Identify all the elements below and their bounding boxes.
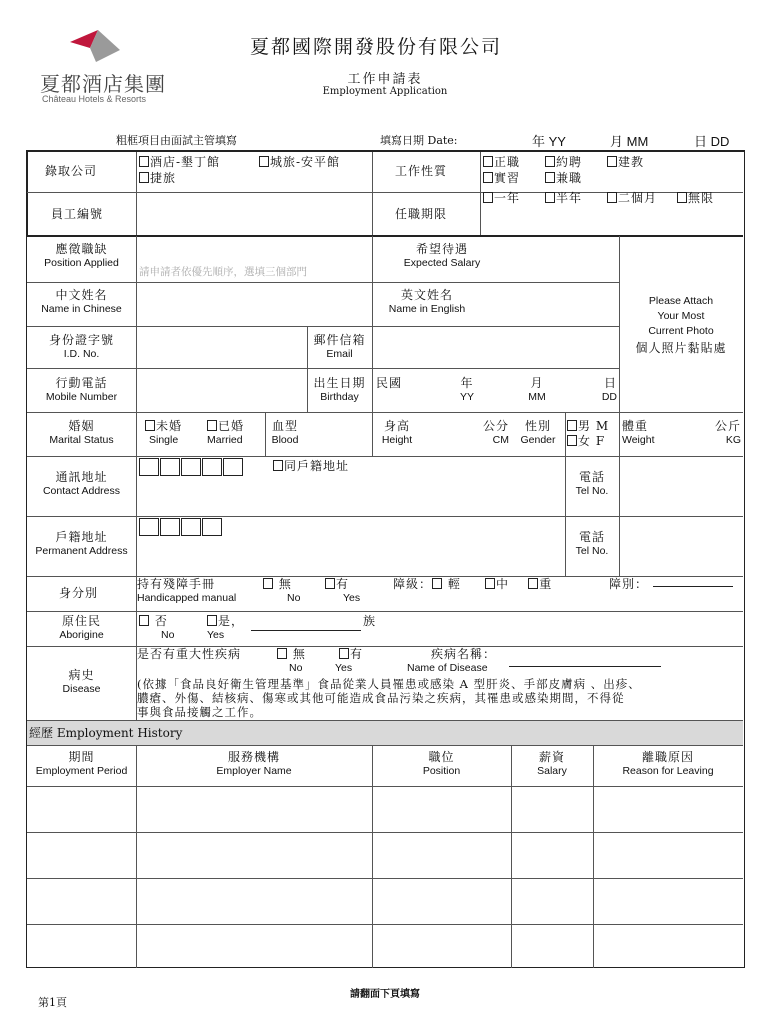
contact-zip-boxes[interactable] <box>139 458 244 476</box>
table-row[interactable] <box>27 925 743 968</box>
option-single[interactable]: 未婚 Single <box>145 419 182 447</box>
option-intern[interactable]: 實習 <box>483 171 520 186</box>
logo-mark-icon <box>68 28 128 64</box>
handicap-level[interactable]: 障級： 輕 中 重 <box>393 577 553 591</box>
date-year[interactable]: 年 YY <box>532 134 566 149</box>
interviewer-note: 粗框項目由面試主管填寫 <box>116 134 237 147</box>
birth-era: 民國 <box>376 376 403 390</box>
height-unit: 公分 CM <box>482 419 509 446</box>
aborigine-no[interactable]: 否 No <box>139 614 174 642</box>
email-label: 郵件信箱 Email <box>313 333 366 360</box>
col-salary: 薪資 Salary <box>537 750 567 777</box>
gender-label: 性別 Gender <box>520 419 556 446</box>
option-anping[interactable]: 城旅-安平館 <box>259 155 340 170</box>
same-as-permanent[interactable]: 同戶籍地址 <box>273 459 349 474</box>
gender-options[interactable]: 男 M 女 F <box>567 419 609 449</box>
aborigine-yes[interactable]: 是， Yes <box>207 614 245 641</box>
aborigine-label: 原住民 Aborigine <box>59 614 104 641</box>
permanent-tel-label: 電話 Tel No. <box>575 530 609 557</box>
option-half-year[interactable]: 半年 <box>545 191 582 206</box>
marital-label: 婚姻 Marital Status <box>49 419 114 446</box>
option-kenting[interactable]: 酒店-墾丁館 <box>139 155 220 170</box>
checkbox[interactable] <box>139 172 149 183</box>
table-row[interactable] <box>27 879 743 924</box>
option-contract[interactable]: 約聘 <box>545 155 582 170</box>
disease-name-line[interactable] <box>509 666 661 667</box>
option-one-year[interactable]: 一年 <box>483 191 520 206</box>
handicap-label: 持有殘障手冊 Handicapped manual <box>137 577 237 604</box>
position-label: 應徵職缺 Position Applied <box>44 242 119 269</box>
history-section-title: 經歷 Employment History <box>29 726 183 740</box>
logo-name-cn: 夏都酒店集團 <box>40 72 166 96</box>
application-form <box>26 150 745 968</box>
col-position: 職位 Position <box>422 750 461 777</box>
table-row[interactable] <box>27 787 743 832</box>
handicap-type-line[interactable] <box>653 586 733 587</box>
form-subtitle: Employment Application <box>322 86 448 97</box>
photo-area[interactable]: Please Attach Your Most Current Photo 個人照片黏貼處 <box>635 295 727 355</box>
page-number: 第1頁 <box>38 996 67 1009</box>
name-english-label: 英文姓名 Name in English <box>388 288 466 315</box>
option-coop[interactable]: 建教 <box>607 155 644 170</box>
permanent-address-label: 戶籍地址 Permanent Address <box>35 530 128 557</box>
checkbox[interactable] <box>139 156 149 167</box>
height-label: 身高 Height <box>381 419 413 446</box>
name-chinese-label: 中文姓名 Name in Chinese <box>41 288 122 315</box>
logo-name-en: Château Hotels & Resorts <box>42 94 147 104</box>
disease-no[interactable]: 無 No <box>277 647 306 675</box>
term-label: 任職期限 <box>395 207 448 221</box>
checkbox[interactable] <box>259 156 269 167</box>
salary-label: 希望待遇 Expected Salary <box>403 242 481 269</box>
position-hint: 請申請者依優先順序，選填三個部門 <box>139 266 307 278</box>
option-jielv[interactable]: 捷旅 <box>139 171 176 186</box>
col-employer: 服務機構 Employer Name <box>216 750 292 777</box>
tribe-label: 族 <box>363 614 377 628</box>
contact-tel-label: 電話 Tel No. <box>575 470 609 497</box>
permanent-zip-boxes[interactable] <box>139 518 223 536</box>
birth-year[interactable]: 年 YY <box>459 376 474 403</box>
weight-label: 體重 Weight <box>622 419 655 446</box>
date-day[interactable]: 日 DD <box>694 134 730 149</box>
disease-name-label: 疾病名稱： Name of Disease <box>407 647 497 674</box>
option-married[interactable]: 已婚 Married <box>207 419 245 446</box>
disease-note-1: (依據「食品良好衛生管理基準」食品從業人員罹患或感染 A 型肝炎、手部皮膚病 、出疹、 <box>137 677 641 691</box>
contact-address-label: 通訊地址 Contact Address <box>42 470 121 497</box>
option-parttime[interactable]: 兼職 <box>545 171 582 186</box>
disease-note-2: 膿瘡、外傷、結核病、傷寒或其他可能造成食品污染之疾病，其罹患或感染期間，不得從 <box>137 691 625 705</box>
option-fulltime[interactable]: 正職 <box>483 155 520 170</box>
weight-unit: 公斤 KG <box>714 419 741 446</box>
col-period: 期間 Employment Period <box>35 750 128 777</box>
form-title: 工作申請表 <box>347 72 423 87</box>
date-month[interactable]: 月 MM <box>610 134 649 149</box>
blood-label: 血型 Blood <box>271 419 299 446</box>
date-label: 填寫日期 Date: <box>380 134 458 147</box>
birth-month[interactable]: 月 MM <box>528 376 546 403</box>
handicap-type[interactable]: 障別： <box>609 577 649 591</box>
handicap-yes[interactable]: 有 Yes <box>325 577 360 605</box>
hiring-company-label: 錄取公司 <box>45 164 98 178</box>
turn-over-note: 請翻面下頁填寫 <box>350 989 420 1000</box>
handicap-no[interactable]: 無 No <box>263 577 300 605</box>
option-two-months[interactable]: 二個月 <box>607 191 657 206</box>
disease-note-3: 事與食品接觸之工作。 <box>137 705 262 719</box>
disease-yes[interactable]: 有 Yes <box>335 647 364 674</box>
identity-label: 身分別 <box>59 586 99 600</box>
col-reason: 離職原因 Reason for Leaving <box>622 750 714 777</box>
birthday-label: 出生日期 Birthday <box>313 376 366 403</box>
table-row[interactable] <box>27 833 743 878</box>
disease-label: 病史 Disease <box>62 668 101 695</box>
birth-day[interactable]: 日 DD <box>601 376 617 403</box>
company-name: 夏都國際開發股份有限公司 <box>250 36 503 58</box>
disease-question: 是否有重大性疾病 <box>137 647 242 661</box>
id-label: 身份證字號 I.D. No. <box>48 333 114 360</box>
mobile-label: 行動電話 Mobile Number <box>45 376 118 403</box>
job-nature-label: 工作性質 <box>395 164 448 178</box>
option-unlimited[interactable]: 無限 <box>677 191 714 206</box>
employee-no-label: 員工編號 <box>51 207 104 221</box>
tribe-line[interactable] <box>251 630 361 631</box>
